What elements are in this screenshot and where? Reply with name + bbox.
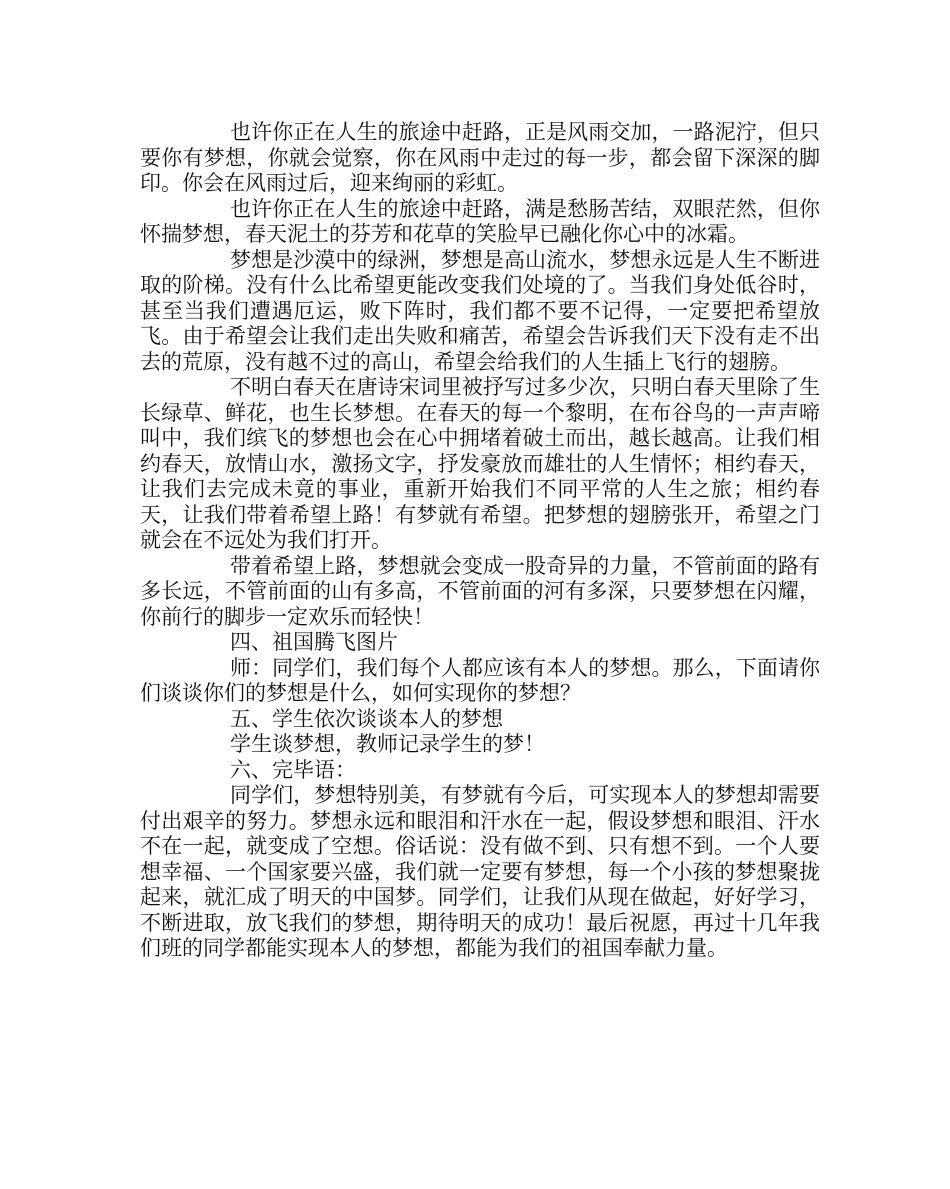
section-heading-6: 六、完毕语： bbox=[230, 757, 356, 782]
paragraph-2: 也许你正在人生的旅途中赶路，满是愁肠苦结，双眼茫然，但你怀揣梦想，春天泥土的芬芳和花草的笑脸早已融化你心中的冰霜。 bbox=[140, 196, 820, 246]
paragraph-4: 不明白春天在唐诗宋词里被抒写过多少次，只明白春天里除了生长绿草、鲜花，也生长梦想。在春天的每一个黎明，在布谷鸟的一声声啼叫中，我们缤飞的梦想也会在心中拥堵着破土而出，越长越高。让我们相约春天，放情山水，激扬文字，抒发豪放而雄壮的人生情怀；相约春天，让我们去完成未竟的事业，重新开始我们不同平常的人生之旅；相约春天，让我们带着希望上路！有梦就有希望。把梦想的翅膀张开，希望之门就会在不远处为我们打开。 bbox=[140, 375, 820, 552]
paragraph-closing: 同学们，梦想特别美，有梦就有今后，可实现本人的梦想却需要付出艰辛的努力。梦想永远和眼泪和汗水在一起，假设梦想和眼泪、汗水不在一起，就变成了空想。俗话说：没有做不到、只有想不到。一个人要想幸福、一个国家要兴盛，我们就一定要有梦想，每一个小孩的梦想聚拢起来，就汇成了明天的中国梦。同学们，让我们从现在做起，好好学习，不断进取，放飞我们的梦想，期待明天的成功！最后祝愿，再过十几年我们班的同学都能实现本人的梦想，都能为我们的祖国奉献力量。 bbox=[140, 783, 820, 960]
paragraph-3: 梦想是沙漠中的绿洲，梦想是高山流水，梦想永远是人生不断进取的阶梯。没有什么比希望更能改变我们处境的了。当我们身处低谷时，甚至当我们遭遇厄运，败下阵时，我们都不要不记得，一定要把希望放飞。由于希望会让我们走出失败和痛苦，希望会告诉我们天下没有走不出去的荒原，没有越不过的高山，希望会给我们的人生插上飞行的翅膀。 bbox=[140, 247, 820, 374]
section-heading-5: 五、学生依次谈谈本人的梦想 bbox=[230, 706, 503, 731]
paragraph-5: 带着希望上路，梦想就会变成一股奇异的力量，不管前面的路有多长远，不管前面的山有多高，不管前面的河有多深，只要梦想在闪耀，你前行的脚步一定欢乐而轻快！ bbox=[140, 553, 820, 629]
paragraph-students: 学生谈梦想，教师记录学生的梦！ bbox=[230, 732, 545, 756]
paragraph-teacher: 师：同学们，我们每个人都应该有本人的梦想。那么，下面请你们谈谈你们的梦想是什么，如何实现你的梦想？ bbox=[140, 655, 820, 705]
section-heading-4: 四、祖国腾飞图片 bbox=[230, 630, 398, 654]
paragraph-1: 也许你正在人生的旅途中赶路，正是风雨交加，一路泥泞，但只要你有梦想，你就会觉察，你在风雨中走过的每一步，都会留下深深的脚印。你会在风雨过后，迎来绚丽的彩虹。 bbox=[140, 120, 820, 195]
document-page bbox=[140, 120, 820, 962]
